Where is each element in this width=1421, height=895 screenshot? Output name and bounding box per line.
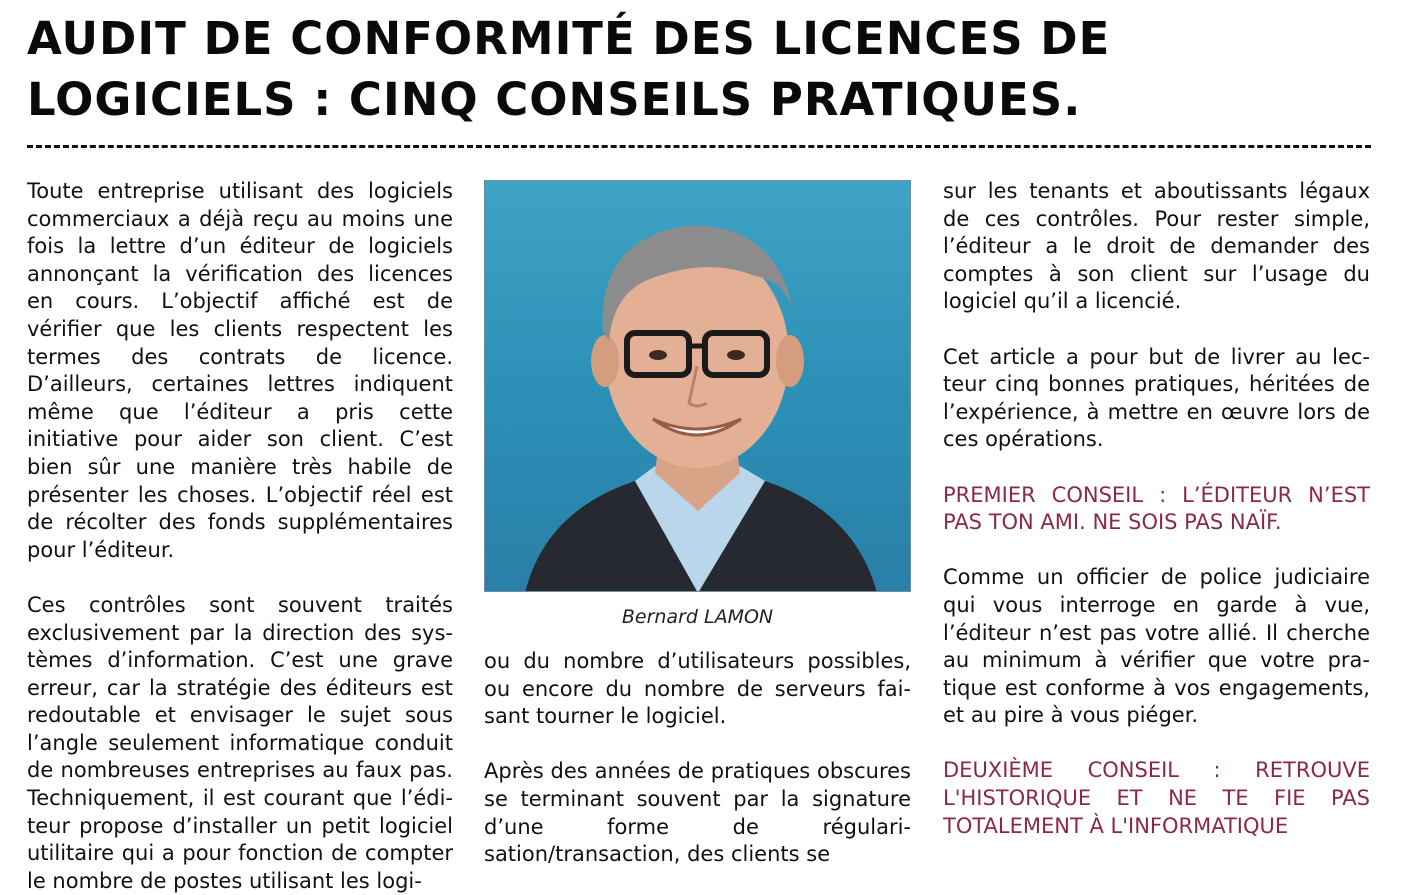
paragraph: ou du nombre d’utilisateurs possibles, ou encore du nombre de serveurs faisant tourner le logiciel. xyxy=(484,649,911,729)
paragraph: Cet article a pour but de livrer au lecteur cinq bonnes pratiques, héritées de l’expérience, à mettre en œuvre lors de ces opérations. xyxy=(943,344,1370,452)
portrait-illustration xyxy=(485,181,911,592)
dashed-divider xyxy=(27,145,1371,148)
author-photo xyxy=(484,180,911,592)
column-left xyxy=(27,178,453,895)
section-heading: PREMIER CONSEIL : L’ÉDITEUR N’EST PAS TON AMI. NE SOIS PAS NAÏF. xyxy=(943,482,1370,535)
paragraph: Toute entreprise utilisant des logiciels commerciaux a déjà reçu au moins une fois la lettre d’un éditeur de logiciels annonçant la vérification des licences en cours. L’objectif affiché est de vérifier que les clients respectent les termes des contrats de licence. D’ailleurs, certaines lettres indiquent même que l’éditeur a pris cette initiative pour aider son client. C’est bien sûr une manière très habile de présenter les choses. L’objectif réel est de récolter des fonds supplémentaires pour l’éditeur. xyxy=(27,179,453,562)
paragraph: Comme un officier de police judiciaire qui vous interroge en garde à vue, l’éditeur n’est pas votre allié. Il cherche au minimum à vérifier que votre pratique est conforme à vos engagements, et au pire à vous piéger. xyxy=(943,565,1370,728)
article-title: AUDIT DE CONFORMITÉ DES LICENCES DE LOGICIELS : CINQ CONSEILS PRATIQUES. xyxy=(27,12,1111,126)
photo-caption: Bernard LAMON xyxy=(621,606,774,628)
paragraph: Après des années de pratiques obscures se terminant souvent par la signature d’une forme de régularisation/transaction, des clients se xyxy=(484,759,911,867)
paragraph: Ces contrôles sont souvent traités exclusivement par la direction des systèmes d’information. C’est une grave erreur, car la stratégie des éditeurs est redoutable et envisager le sujet sous l’angle seulement informatique conduit de nombreuses entreprises au faux pas. Techniquement, il est courant que l’éditeur propose d’installer un petit logiciel utilitaire qui a pour fonction de compter le nombre de postes utilisant les logi- xyxy=(27,592,453,893)
section-heading: DEUXIÈME CONSEIL : RETROUVE L'HISTORIQUE ET NE TE FIE PAS TOTALEMENT À L'INFORMATIQUE xyxy=(943,758,1370,838)
paragraph: sur les tenants et aboutissants légaux de ces contrôles. Pour rester simple, l’éditeur a le droit de demander des comptes à son client sur l’usage du logiciel qu’il a licencié. xyxy=(943,179,1370,314)
column-middle xyxy=(484,648,911,869)
column-right xyxy=(943,178,1370,840)
